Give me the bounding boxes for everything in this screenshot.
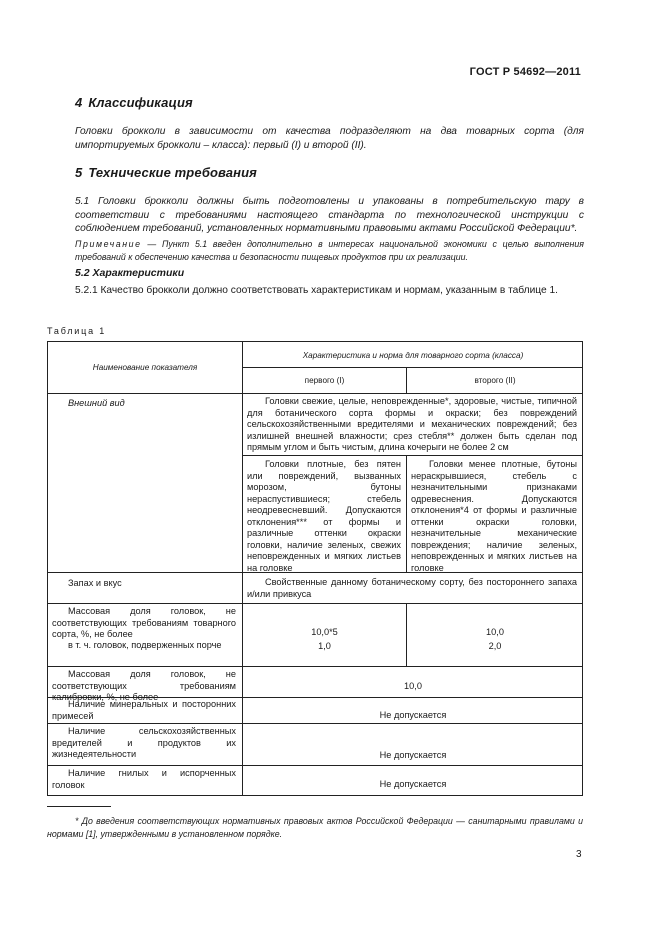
row-pests-label: Наличие сельскохозяйственных вредителей и продуктов их жизнедеятельности (52, 726, 236, 759)
page-number: 3 (576, 849, 582, 860)
row-rot-label: Наличие гнилых и испорченных головок (52, 768, 236, 790)
row-minerals-label: Наличие минеральных и посторонних примесей (52, 699, 236, 721)
note-text: — Пункт 5.1 введен дополнительно в интересах национальной экономики с целью выполнения требований к обеспечению качества и безопасности пищевых продуктов при их реализации. (75, 239, 584, 262)
section-4-heading (75, 95, 193, 110)
row-overgrown-second: 2,0 (488, 641, 502, 651)
note (75, 238, 584, 263)
paragraph-5-1: 5.1 Головки брокколи должны быть подготовлены и упакованы в потребительскую тару в соответствии с требованиями настоящего стандарта по технологической инструкции с соблюдением требований, установленных нормативными правовыми актами Российской Федерации*. (75, 196, 584, 234)
row-mass-label: Массовая доля головок, не соответствующих требованиям товарного сорта, %, не более (52, 606, 236, 639)
row-mass-second: 10,0 (486, 627, 504, 637)
section-4-number: 4 (75, 95, 83, 110)
footnote-divider (47, 806, 111, 807)
row-pests-value: Не допускается (379, 750, 447, 760)
row-calibration-label: Массовая доля головок, не соответствующих требованиям калибровки, %, не более (52, 669, 236, 702)
subsection-5-2: 5.2 Характеристики (75, 267, 185, 279)
table-caption: Таблица 1 (47, 326, 106, 336)
section-4-title: Классификация (88, 95, 193, 110)
footnote: * До введения соответствующих нормативных правовых актов Российской Федерации — санитарными правилами и нормами [1], утвержденными в установленном порядке. (47, 816, 583, 839)
row-appearance-label: Внешний вид (68, 398, 125, 408)
row-appearance-common: Головки свежие, целые, неповрежденные*, здоровые, чистые, типичной для ботанического сорта формы и окраски; без повреждений сельскохозяйственными вредителями и механических повреждений; без излишней внешней влажности; срез стебля** должен быть сделан под прямым углом и быть чистым, длина кочерыги не более 2 см (247, 396, 577, 452)
note-label: Примечание (75, 239, 142, 249)
row-minerals-value: Не допускается (379, 710, 447, 720)
row-overgrown-label: в т. ч. головок, подверженных порче (68, 640, 222, 650)
section-4-text: Головки брокколи в зависимости от качества подразделяют на два товарных сорта (для импортируемых брокколи – класса): первый (I) и второй (II). (75, 126, 584, 151)
header-first-grade: первого (I) (304, 376, 345, 385)
standard-code: ГОСТ Р 54692—2011 (469, 66, 581, 78)
section-5-number: 5 (75, 165, 83, 180)
header-second-grade: второго (II) (474, 376, 516, 385)
row-smell-value: Свойственные данному ботаническому сорту, без постороннего запаха и/или привкуса (247, 577, 577, 599)
row-calibration-value: 10,0 (404, 681, 422, 691)
row-mass-first: 10,0*5 (311, 627, 338, 637)
section-5-title: Технические требования (88, 165, 257, 180)
section-5-heading (75, 165, 257, 180)
paragraph-5-2-1: 5.2.1 Качество брокколи должно соответствовать характеристикам и нормам, указанным в таблице 1. (75, 285, 559, 296)
row-appearance-first: Головки плотные, без пятен или повреждений, вызванных морозом, бутоны нераспустившиеся; стебель неодревесневший. Допускаются отклонения*** от формы и различные оттенки окраски головки, наличие зеленых, свежих неповрежденных и мягких листьев на головке (247, 459, 401, 573)
row-overgrown-first: 1,0 (318, 641, 331, 651)
row-smell-label: Запах и вкус (68, 578, 122, 588)
header-indicator-name: Наименование показателя (92, 363, 198, 372)
row-rot-value: Не допускается (379, 779, 447, 789)
header-grade-group: Характеристика и норма для товарного сорта (класса) (302, 351, 524, 360)
row-appearance-second: Головки менее плотные, бутоны нераскрывшиеся, стебель с незначительными признаками одревеснения. Допускаются отклонения*4 от формы и различные оттенки окраски головки, незначительные механические повреждения; наличие зеленых, неповрежденных и мягких листьев на головке (411, 459, 577, 573)
